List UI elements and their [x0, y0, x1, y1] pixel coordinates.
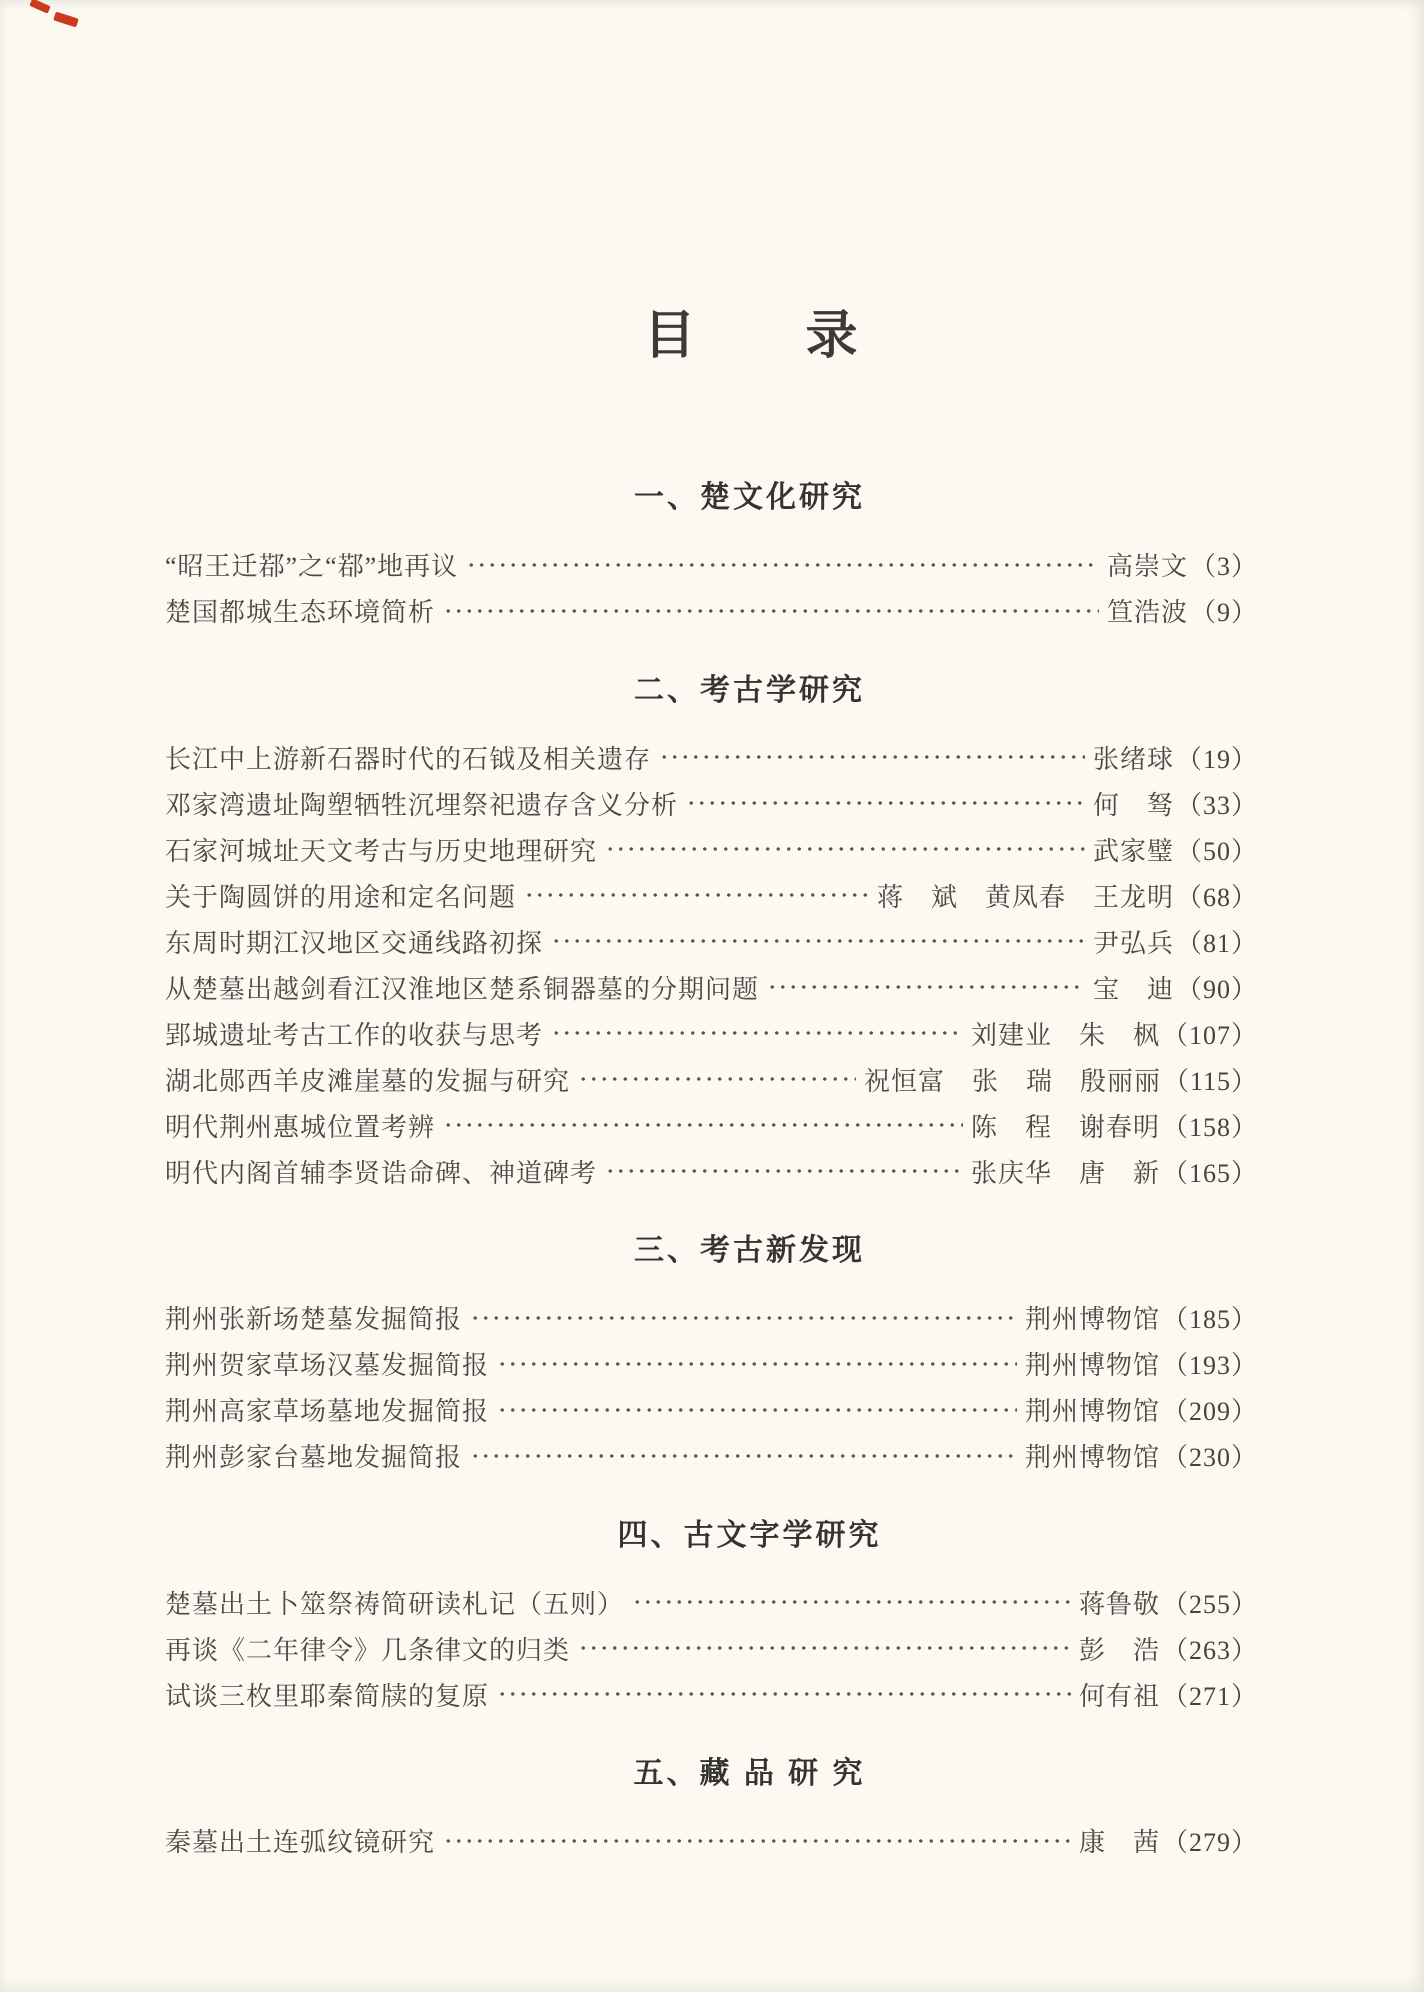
- section-heading-2: 二、考古学研究: [634, 673, 865, 707]
- entry-authors: 荆州博物馆: [1024, 1305, 1160, 1335]
- entry-authors: 康 茜: [1078, 1828, 1160, 1858]
- dot-leader: [765, 964, 1085, 1010]
- entry-page: （19）: [1175, 744, 1258, 774]
- dot-leader: [441, 1818, 1071, 1864]
- entry-title: 楚墓出土卜筮祭祷简研读札记（五则）: [165, 1589, 625, 1619]
- entry-authors: 宝 迪: [1092, 974, 1174, 1004]
- entry-authors: 祝恒富 张 瑞 殷丽丽: [863, 1066, 1161, 1096]
- entry-title: 郢城遗址考古工作的收获与思考: [165, 1020, 544, 1050]
- entry-title: 试谈三枚里耶秦简牍的复原: [165, 1681, 490, 1711]
- entry-page: （68）: [1175, 882, 1258, 912]
- entry-title: 楚国都城生态环境简析: [165, 598, 436, 628]
- entry-title: 邓家湾遗址陶塑牺牲沉埋祭祀遗存含义分析: [165, 790, 679, 820]
- toc-entry: [165, 1433, 1258, 1479]
- toc-entry: [165, 1102, 1258, 1148]
- dot-leader: [495, 1387, 1017, 1433]
- toc-entry: [165, 1056, 1258, 1102]
- entry-authors: 荆州博物馆: [1024, 1397, 1160, 1427]
- red-scan-artifact: [29, 0, 51, 14]
- entry-authors: 张庆华 唐 新: [970, 1158, 1160, 1188]
- entry-page: （230）: [1161, 1443, 1258, 1473]
- entry-title: 再谈《二年律令》几条律文的归类: [165, 1635, 571, 1665]
- entry-title: 湖北郧西羊皮滩崖墓的发掘与研究: [165, 1066, 571, 1096]
- entry-authors: 荆州博物馆: [1024, 1351, 1160, 1381]
- entry-title: 秦墓出土连弧纹镜研究: [165, 1828, 436, 1858]
- toc-entry: [165, 1295, 1258, 1341]
- dot-leader: [603, 1148, 963, 1194]
- entry-title: 荆州张新场楚墓发掘简报: [165, 1305, 463, 1335]
- dot-leader: [441, 588, 1099, 634]
- dot-leader: [522, 872, 869, 918]
- entry-title: 明代内阁首辅李贤诰命碑、神道碑考: [165, 1158, 598, 1188]
- entry-page: （3）: [1189, 552, 1258, 582]
- entry-authors: 蒋鲁敬: [1078, 1589, 1160, 1619]
- dot-leader: [495, 1671, 1071, 1717]
- entry-page: （263）: [1161, 1635, 1258, 1665]
- entry-page: （107）: [1161, 1020, 1258, 1050]
- dot-leader: [684, 780, 1085, 826]
- entry-authors: 尹弘兵: [1092, 928, 1174, 958]
- section-heading-1: 一、楚文化研究: [634, 481, 865, 515]
- entry-page: （255）: [1161, 1589, 1258, 1619]
- toc-entry: [165, 1818, 1258, 1864]
- entry-authors: 彭 浩: [1078, 1635, 1160, 1665]
- toc-entry: [165, 1010, 1258, 1056]
- entry-title: 荆州贺家草场汉墓发掘简报: [165, 1351, 490, 1381]
- entry-title: “昭王迁鄀”之“鄀”地再议: [165, 552, 459, 582]
- page-title: 目 录: [643, 308, 860, 365]
- entry-authors: 高崇文: [1106, 552, 1188, 582]
- entry-page: （9）: [1189, 598, 1258, 628]
- entry-authors: 武家璧: [1092, 836, 1174, 866]
- entry-title: 从楚墓出越剑看江汉淮地区楚系铜器墓的分期问题: [165, 974, 760, 1004]
- dot-leader: [603, 826, 1085, 872]
- toc-entry: [165, 826, 1258, 872]
- dot-leader: [576, 1625, 1071, 1671]
- section-heading-4: 四、古文字学研究: [617, 1518, 882, 1552]
- toc-entry: [165, 1148, 1258, 1194]
- dot-leader: [468, 1433, 1017, 1479]
- dot-leader: [549, 918, 1085, 964]
- toc-entry: [165, 1341, 1258, 1387]
- dot-leader: [495, 1341, 1017, 1387]
- entry-page: （193）: [1161, 1351, 1258, 1381]
- entry-page: （158）: [1161, 1112, 1258, 1142]
- toc-entry: [165, 872, 1258, 918]
- dot-leader: [630, 1579, 1071, 1625]
- toc-entry: [165, 734, 1258, 780]
- entry-page: （165）: [1161, 1158, 1258, 1188]
- entry-page: （50）: [1175, 836, 1258, 866]
- entry-page: （279）: [1161, 1828, 1258, 1858]
- entry-authors: 蒋 斌 黄凤春 王龙明: [876, 882, 1174, 912]
- toc-entry: [165, 964, 1258, 1010]
- toc-entry: [165, 1625, 1258, 1671]
- toc-entry: [165, 542, 1258, 588]
- entry-page: （271）: [1161, 1681, 1258, 1711]
- entry-authors: 刘建业 朱 枫: [970, 1020, 1160, 1050]
- entry-page: （185）: [1161, 1305, 1258, 1335]
- entry-title: 明代荆州惠城位置考辨: [165, 1112, 436, 1142]
- toc-entry: [165, 1387, 1258, 1433]
- toc-entry: [165, 588, 1258, 634]
- dot-leader: [657, 734, 1085, 780]
- dot-leader: [549, 1010, 963, 1056]
- entry-authors: 笪浩波: [1106, 598, 1188, 628]
- dot-leader: [576, 1056, 856, 1102]
- dot-leader: [464, 542, 1099, 588]
- entry-authors: 张绪球: [1092, 744, 1174, 774]
- section-heading-5: 五、藏 品 研 究: [633, 1757, 866, 1791]
- entry-title: 东周时期江汉地区交通线路初探: [165, 928, 544, 958]
- dot-leader: [468, 1295, 1017, 1341]
- entry-page: （209）: [1161, 1397, 1258, 1427]
- toc-entry: [165, 780, 1258, 826]
- toc-entry: [165, 1579, 1258, 1625]
- entry-title: 荆州彭家台墓地发掘简报: [165, 1443, 463, 1473]
- toc-entry: [165, 1671, 1258, 1717]
- entry-page: （90）: [1175, 974, 1258, 1004]
- entry-authors: 荆州博物馆: [1024, 1443, 1160, 1473]
- entry-title: 荆州高家草场墓地发掘简报: [165, 1397, 490, 1427]
- entry-page: （33）: [1175, 790, 1258, 820]
- entry-authors: 何有祖: [1078, 1681, 1160, 1711]
- entry-title: 石家河城址天文考古与历史地理研究: [165, 836, 598, 866]
- entry-title: 关于陶圆饼的用途和定名问题: [165, 882, 517, 912]
- entry-title: 长江中上游新石器时代的石钺及相关遗存: [165, 744, 652, 774]
- entry-page: （115）: [1162, 1066, 1258, 1096]
- entry-authors: 何 驽: [1092, 790, 1174, 820]
- entry-page: （81）: [1175, 928, 1258, 958]
- dot-leader: [441, 1102, 963, 1148]
- entry-authors: 陈 程 谢春明: [970, 1112, 1160, 1142]
- section-heading-3: 三、考古新发现: [634, 1234, 865, 1268]
- toc-entry: [165, 918, 1258, 964]
- red-scan-artifact: [53, 12, 79, 28]
